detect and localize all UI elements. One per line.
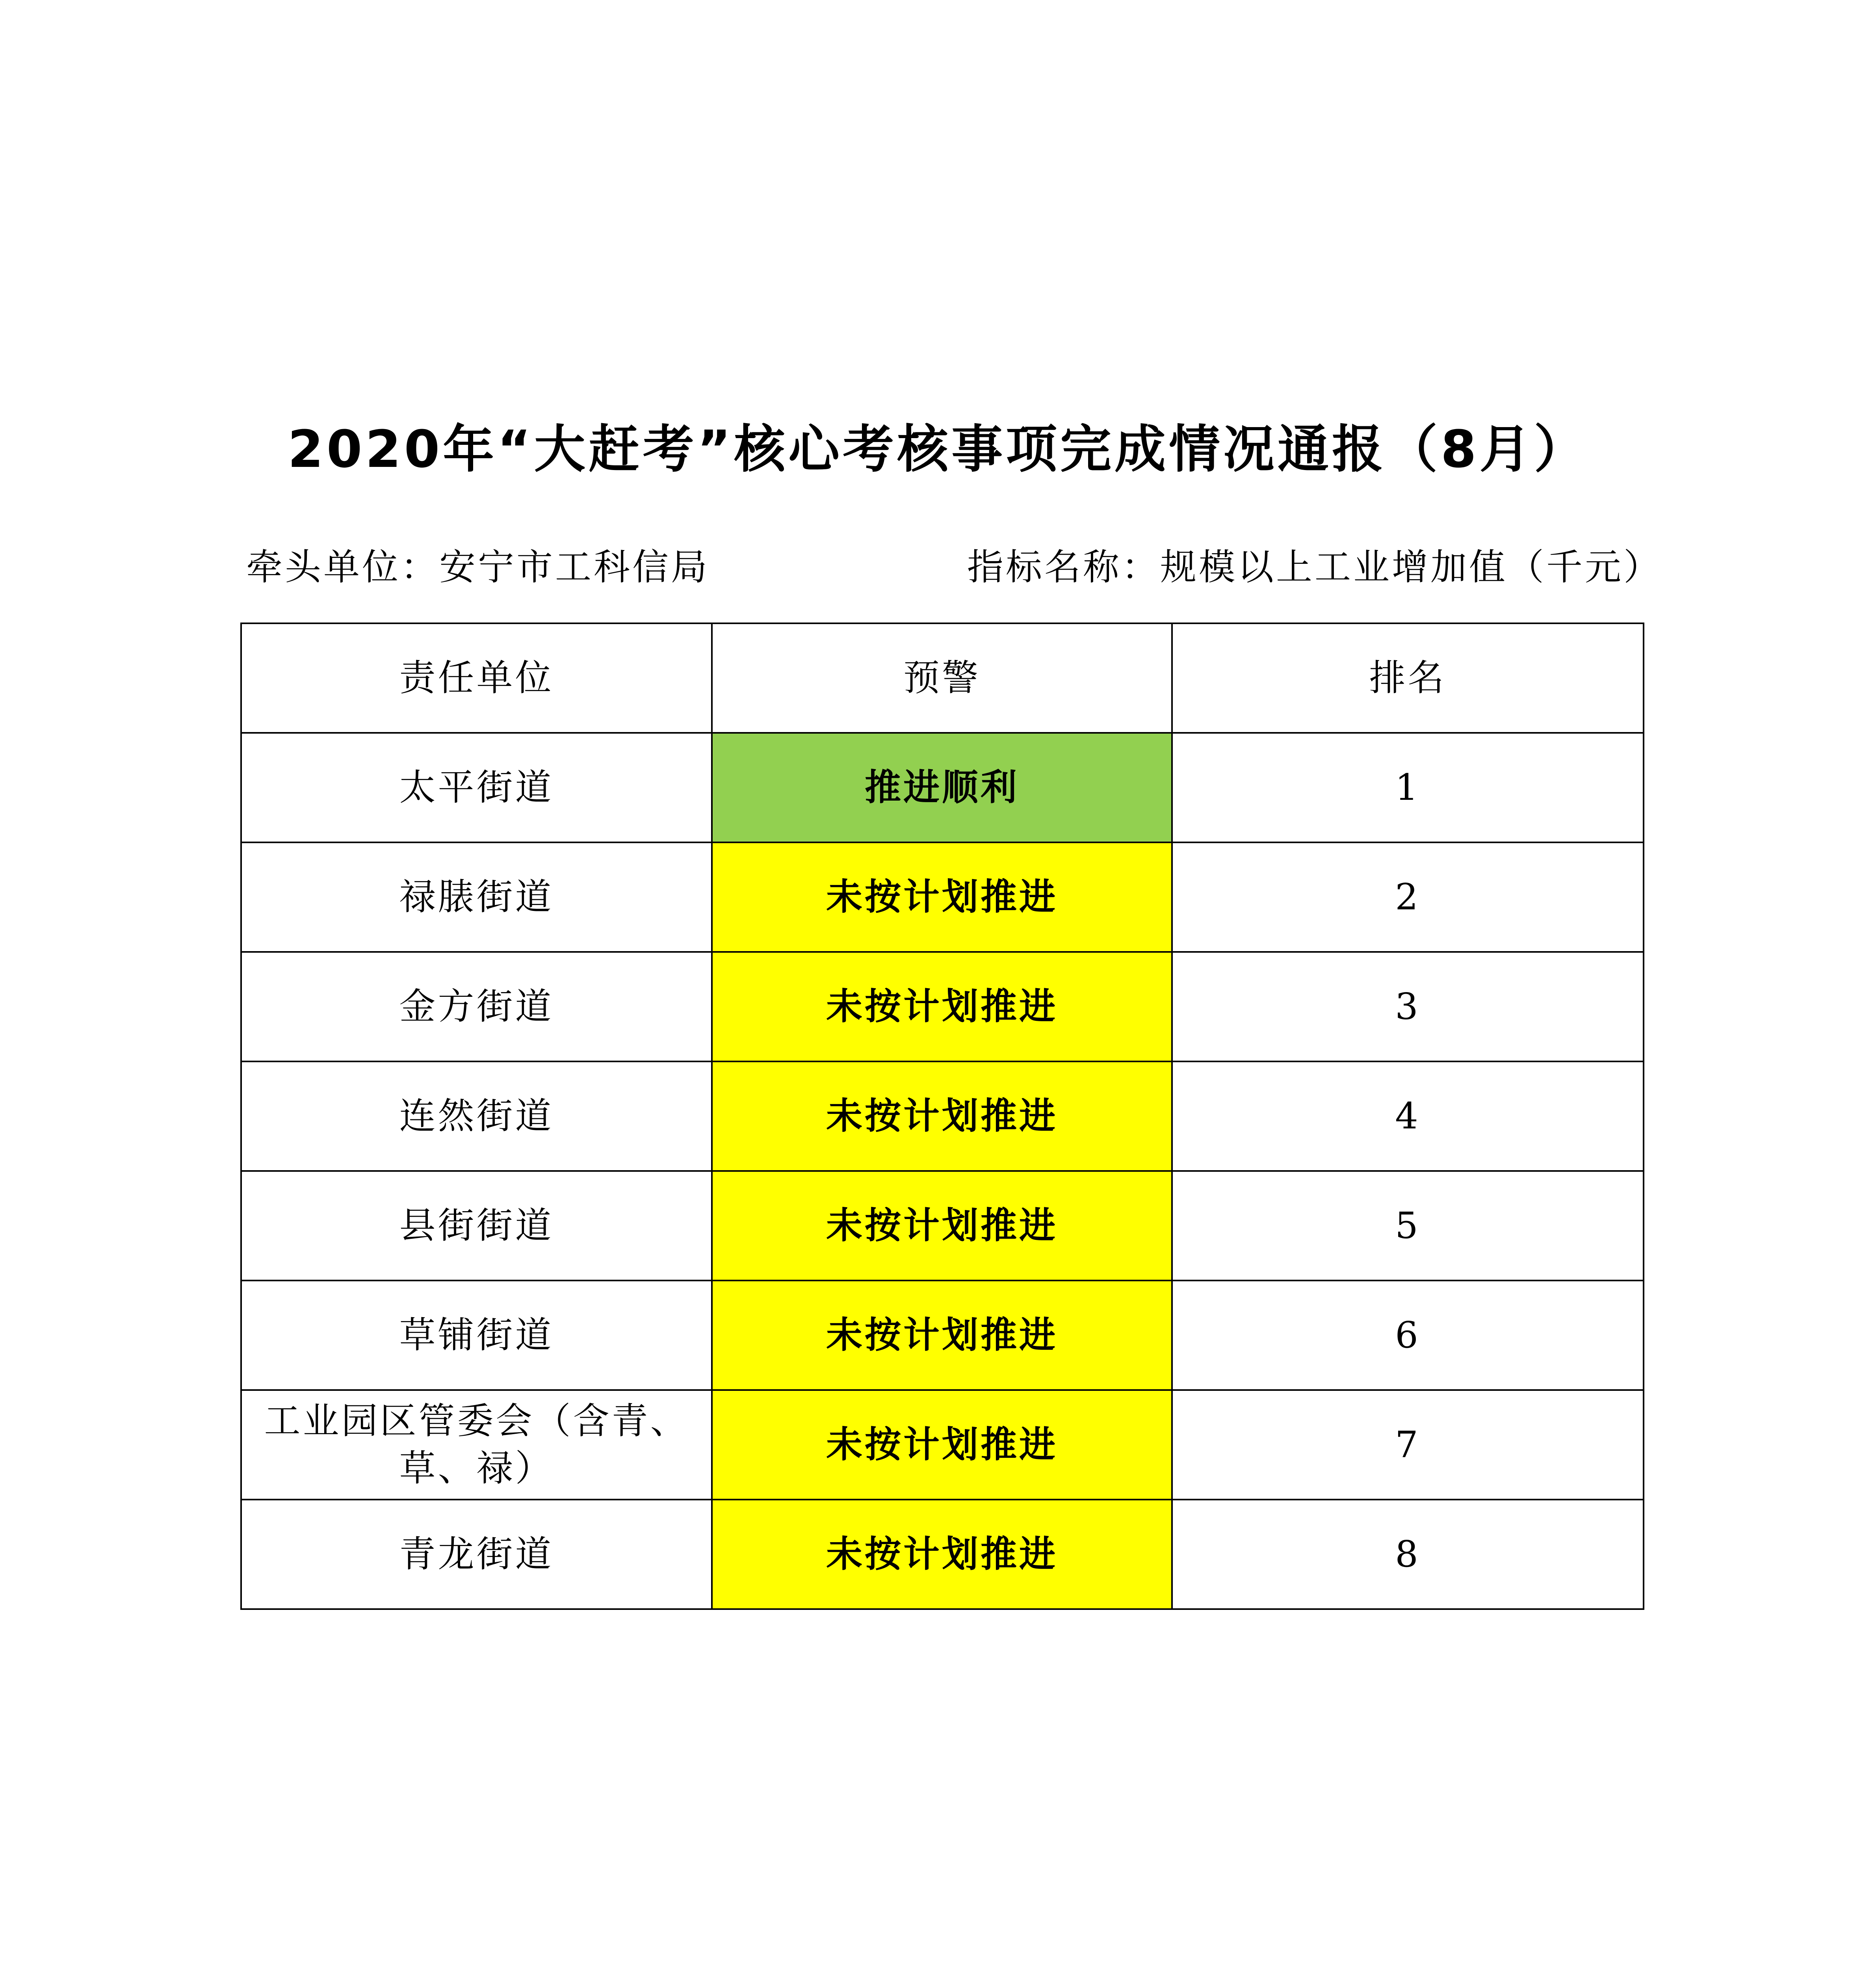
table-row bbox=[241, 1500, 1644, 1609]
header-unit: 责任单位 bbox=[241, 623, 712, 733]
table-row bbox=[241, 1390, 1644, 1500]
lead-unit-label: 牵头单位：安宁市工科信局 bbox=[246, 546, 710, 588]
warning-cell: 未按计划推进 bbox=[712, 1171, 1172, 1280]
unit-cell: 太平街道 bbox=[241, 733, 712, 842]
unit-cell: 工业园区管委会（含青、草、禄） bbox=[241, 1390, 712, 1500]
unit-cell: 金方街道 bbox=[241, 952, 712, 1061]
table-row bbox=[241, 1280, 1644, 1390]
table-row bbox=[241, 842, 1644, 952]
ranking-table bbox=[240, 623, 1644, 1610]
warning-cell: 未按计划推进 bbox=[712, 1061, 1172, 1171]
rank-cell: 6 bbox=[1172, 1280, 1644, 1390]
rank-cell: 8 bbox=[1172, 1500, 1644, 1609]
rank-cell: 2 bbox=[1172, 842, 1644, 952]
rank-cell: 7 bbox=[1172, 1390, 1644, 1500]
warning-cell: 未按计划推进 bbox=[712, 1280, 1172, 1390]
rank-cell: 1 bbox=[1172, 733, 1644, 842]
warning-cell: 未按计划推进 bbox=[712, 1500, 1172, 1609]
header-rank: 排名 bbox=[1172, 623, 1644, 733]
table-row bbox=[241, 1171, 1644, 1280]
rank-cell: 4 bbox=[1172, 1061, 1644, 1171]
rank-cell: 5 bbox=[1172, 1171, 1644, 1280]
indicator-label: 指标名称：规模以上工业增加值（千元） bbox=[967, 546, 1662, 588]
warning-cell: 未按计划推进 bbox=[712, 842, 1172, 952]
warning-cell: 未按计划推进 bbox=[712, 952, 1172, 1061]
warning-cell: 推进顺利 bbox=[712, 733, 1172, 842]
table-row bbox=[241, 733, 1644, 842]
rank-cell: 3 bbox=[1172, 952, 1644, 1061]
table-row bbox=[241, 952, 1644, 1061]
document-title: 2020年“大赶考”核心考核事项完成情况通报（8月） bbox=[288, 419, 1588, 479]
table-header-row bbox=[241, 623, 1644, 733]
unit-cell: 草铺街道 bbox=[241, 1280, 712, 1390]
table-row bbox=[241, 1061, 1644, 1171]
warning-cell: 未按计划推进 bbox=[712, 1390, 1172, 1500]
unit-cell: 禄脿街道 bbox=[241, 842, 712, 952]
unit-cell: 青龙街道 bbox=[241, 1500, 712, 1609]
header-warning: 预警 bbox=[712, 623, 1172, 733]
unit-cell: 县街街道 bbox=[241, 1171, 712, 1280]
unit-cell: 连然街道 bbox=[241, 1061, 712, 1171]
